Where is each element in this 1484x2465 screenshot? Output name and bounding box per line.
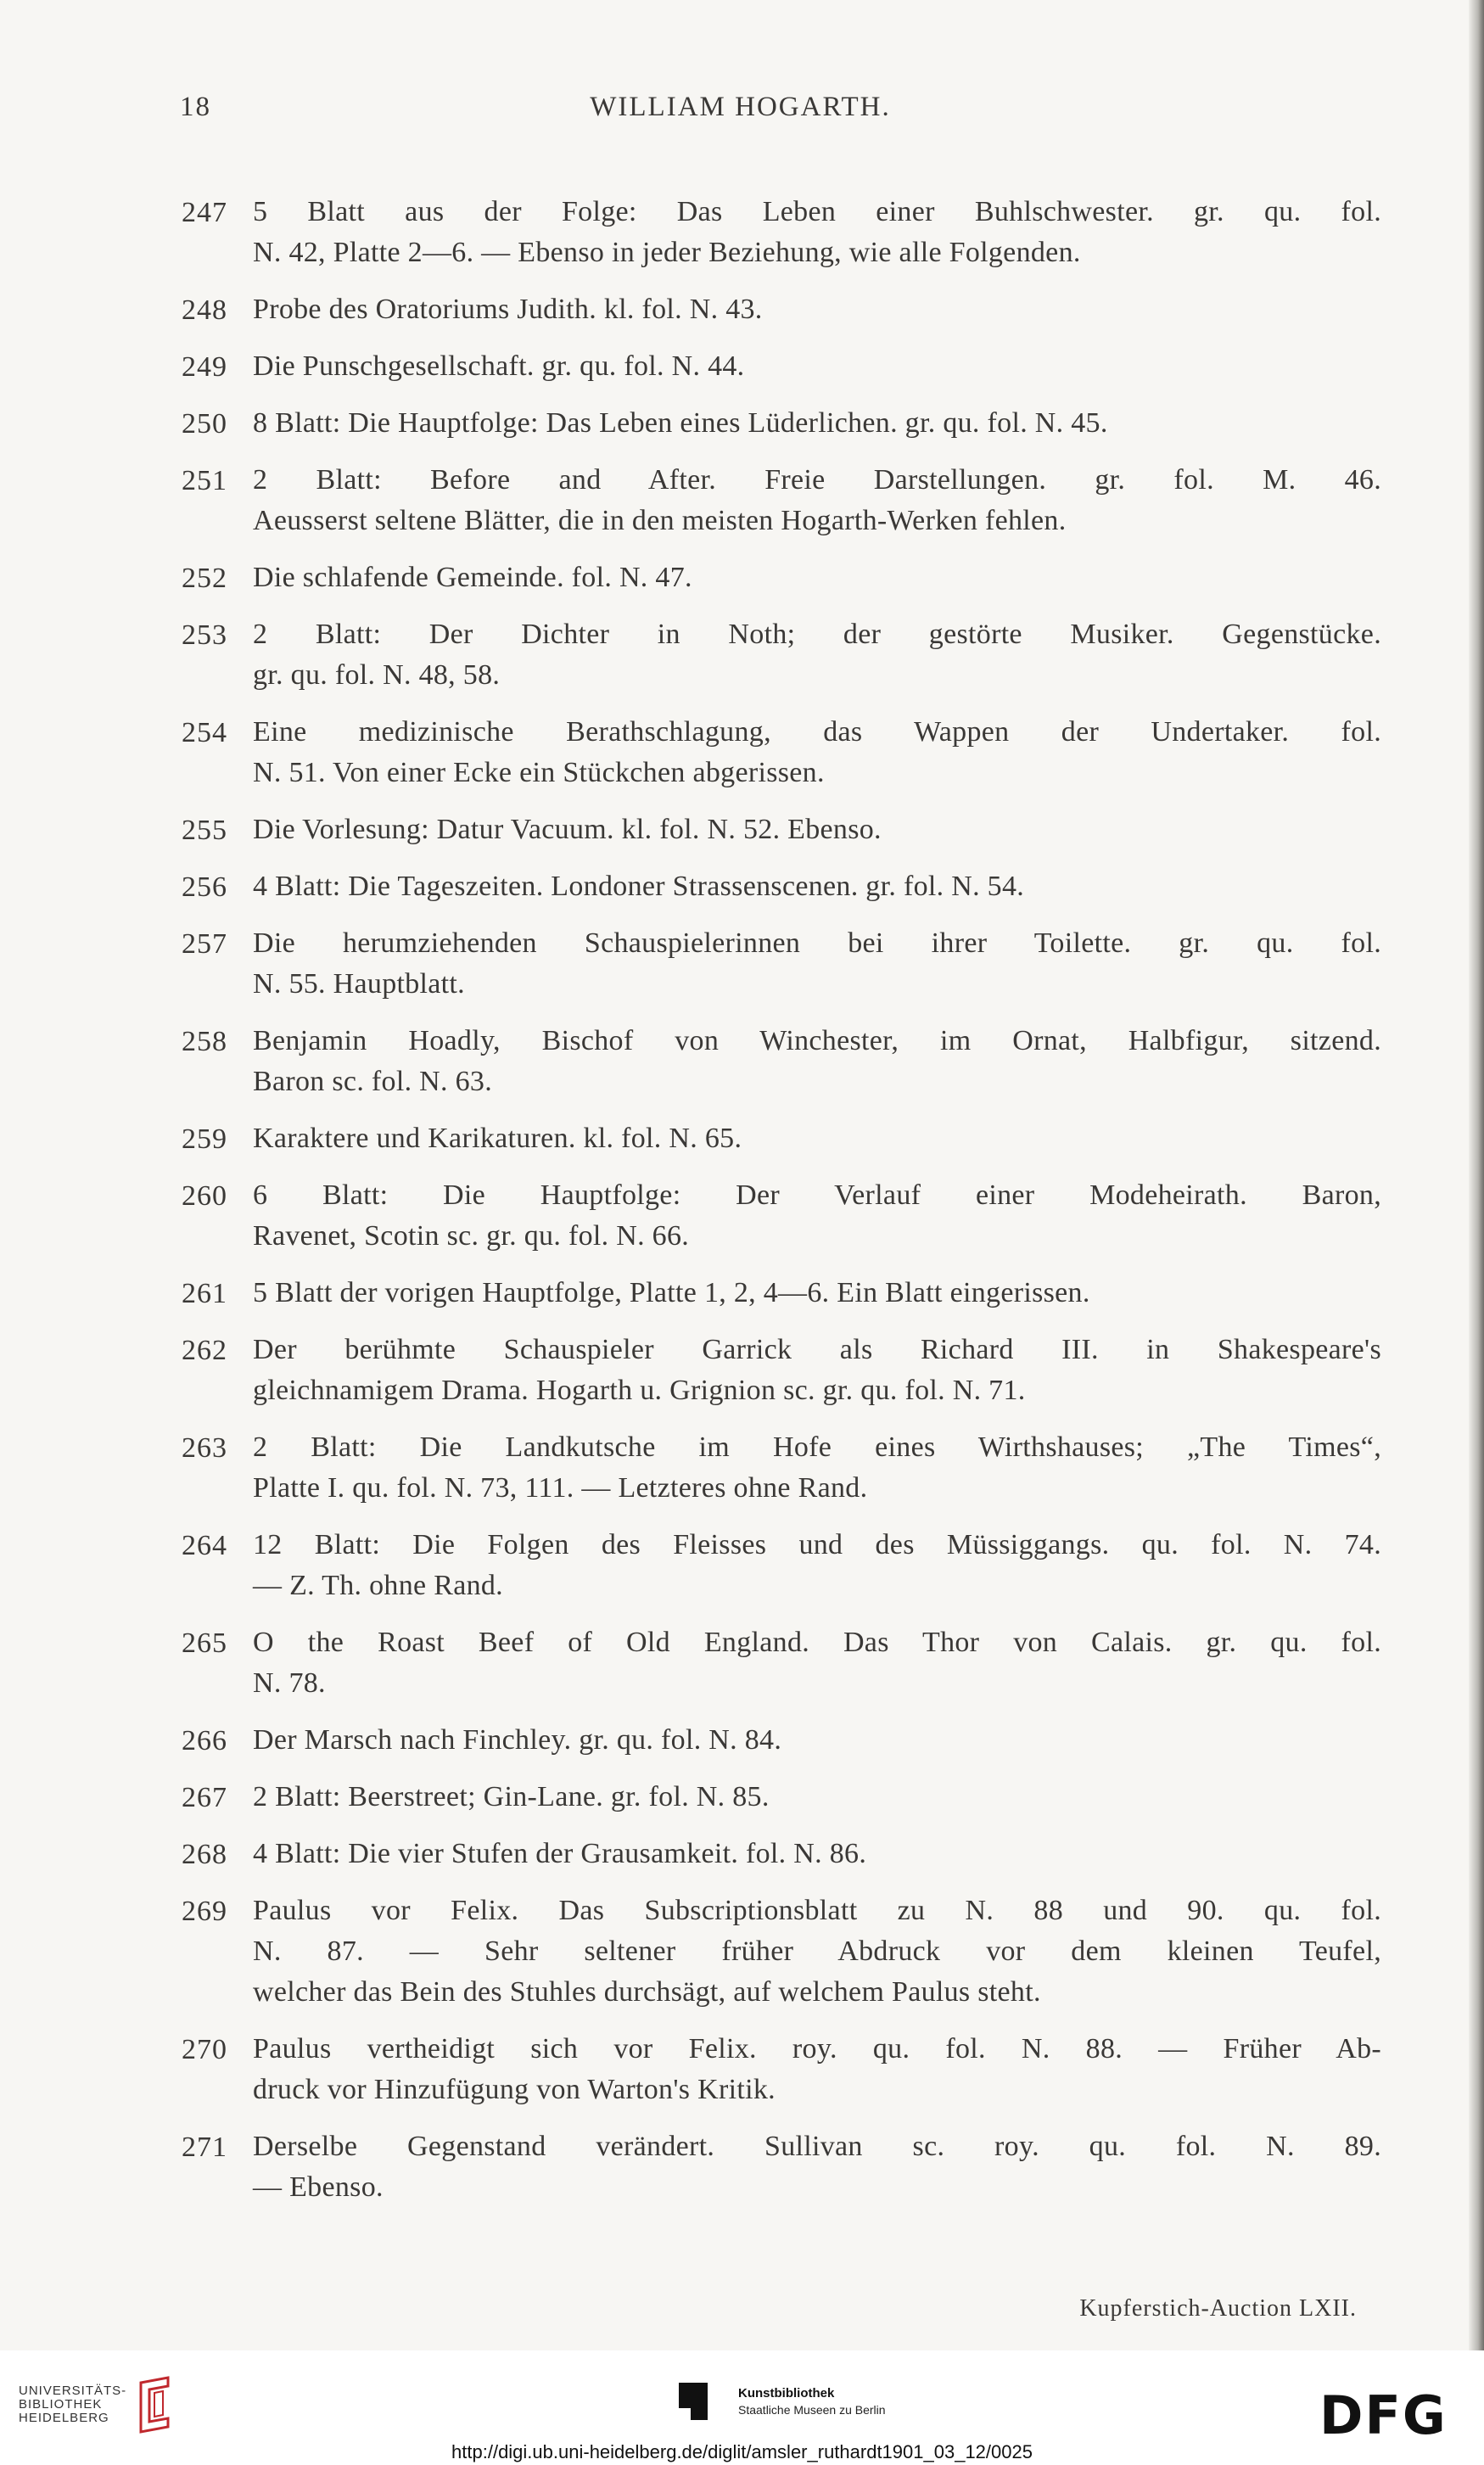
entry-text-line: Paulus vertheidigt sich vor Felix. roy. qu. fol. N. 88. — Früher Ab- [253,2033,1381,2064]
entry-text-line: Platte I. qu. fol. N. 73, 111. — Letzteres ohne Rand. [253,1472,868,1504]
entry-text-line: Baron sc. fol. N. 63. [253,1066,493,1097]
entry-text-line: welcher das Bein des Stuhles durchsägt, auf welchem Paulus steht. [253,1976,1041,2008]
university-library-logo [19,2384,126,2425]
entry-number: 269 [182,1896,227,1927]
entry-text-line: Der berühmte Schauspieler Garrick als Richard III. in Shakespeare's [253,1334,1381,1365]
entry-number: 260 [182,1180,227,1212]
entry-text-line: 2 Blatt: Before and After. Freie Darstellungen. gr. fol. M. 46. [253,464,1381,496]
entry-number: 249 [182,351,227,383]
entry-text-line: Die Vorlesung: Datur Vacuum. kl. fol. N. 52. Ebenso. [253,814,882,845]
entry-text-line: N. 78. [253,1667,326,1699]
entry-text-line: 2 Blatt: Die Landkutsche im Hofe eines Wirthshauses; „The Times“, [253,1431,1381,1463]
library-line: BIBLIOTHEK [19,2397,103,2412]
entry-text-line: 2 Blatt: Beerstreet; Gin-Lane. gr. fol. N. 85. [253,1781,770,1812]
entry-text-line: Derselbe Gegenstand verändert. Sullivan sc. roy. qu. fol. N. 89. [253,2131,1381,2162]
entry-number: 270 [182,2034,227,2065]
entry-text-line: Der Marsch nach Finchley. gr. qu. fol. N. 84. [253,1724,782,1756]
entry-text-line: Ravenet, Scotin sc. gr. qu. fol. N. 66. [253,1220,690,1252]
entry-number: 264 [182,1530,227,1561]
entry-number: 271 [182,2132,227,2163]
kunstbibliothek-icon [679,2383,708,2420]
entry-text-line: 4 Blatt: Die Tageszeiten. Londoner Strassenscenen. gr. fol. N. 54. [253,871,1025,902]
entry-text-line: gr. qu. fol. N. 48, 58. [253,659,501,691]
library-line: UNIVERSITÄTS- [19,2384,127,2398]
dfg-logo: DFG [1319,2384,1448,2446]
source-url[interactable]: http://digi.ub.uni-heidelberg.de/diglit/amsler_ruthardt1901_03_12/0025 [451,2441,1033,2462]
entry-number: 263 [182,1432,227,1464]
entry-number: 253 [182,619,227,651]
page-edge-shadow [1469,0,1484,2350]
running-title: WILLIAM HOGARTH. [590,92,891,122]
entry-number: 247 [182,197,227,228]
entry-text-line: N. 55. Hauptblatt. [253,968,465,1000]
entry-text-line: — Ebenso. [253,2171,384,2203]
entry-number: 259 [182,1123,227,1155]
entry-text-line: Probe des Oratoriums Judith. kl. fol. N. 43. [253,294,763,325]
entry-text-line: 5 Blatt der vorigen Hauptfolge, Platte 1, 2, 4—6. Ein Blatt eingerissen. [253,1277,1090,1308]
entry-number: 256 [182,871,227,903]
entry-text-line: Paulus vor Felix. Das Subscriptionsblatt zu N. 88 und 90. qu. fol. [253,1895,1381,1926]
page-number: 18 [180,92,211,122]
kunstbibliothek-name: Kunstbibliothek [738,2386,835,2401]
entry-text-line: Die herumziehenden Schauspielerinnen bei ihrer Toilette. gr. qu. fol. [253,927,1381,959]
entry-text-line: 8 Blatt: Die Hauptfolge: Das Leben eines Lüderlichen. gr. qu. fol. N. 45. [253,407,1108,439]
digitization-bar [0,2350,1484,2465]
entry-text-line: N. 51. Von einer Ecke ein Stückchen abgerissen. [253,757,825,788]
entry-text-line: O the Roast Beef of Old England. Das Thor von Calais. gr. qu. fol. [253,1627,1381,1658]
library-line: HEIDELBERG [19,2411,109,2425]
page-header [0,92,1484,126]
entry-number: 251 [182,465,227,496]
entry-text-line: Die Punschgesellschaft. gr. qu. fol. N. 44. [253,350,745,382]
kunstbibliothek-subtitle: Staatliche Museen zu Berlin [738,2403,886,2417]
entry-number: 248 [182,294,227,326]
entry-text-line: Benjamin Hoadly, Bischof von Winchester, im Ornat, Halbfigur, sitzend. [253,1025,1381,1056]
entry-text-line: 5 Blatt aus der Folge: Das Leben einer Buhlschwester. gr. qu. fol. [253,196,1381,227]
entry-number: 266 [182,1725,227,1756]
entry-number: 265 [182,1627,227,1659]
university-emblem-icon [134,2374,176,2434]
entry-text-line: 12 Blatt: Die Folgen des Fleisses und des Müssiggangs. qu. fol. N. 74. [253,1529,1381,1560]
entry-text-line: Karaktere und Karikaturen. kl. fol. N. 65. [253,1123,742,1154]
entry-number: 257 [182,928,227,960]
entry-text-line: gleichnamigem Drama. Hogarth u. Grignion sc. gr. qu. fol. N. 71. [253,1375,1026,1406]
entry-text-line: 4 Blatt: Die vier Stufen der Grausamkeit. fol. N. 86. [253,1838,867,1869]
entry-text-line: — Z. Th. ohne Rand. [253,1570,503,1601]
entry-number: 262 [182,1335,227,1366]
entry-number: 250 [182,408,227,440]
entry-text-line: 2 Blatt: Der Dichter in Noth; der gestörte Musiker. Gegenstücke. [253,619,1381,650]
entry-number: 268 [182,1839,227,1870]
entry-number: 258 [182,1026,227,1057]
entry-text-line: Aeusserst seltene Blätter, die in den meisten Hogarth-Werken fehlen. [253,505,1067,536]
entry-number: 254 [182,717,227,748]
entry-text-line: 6 Blatt: Die Hauptfolge: Der Verlauf einer Modeheirath. Baron, [253,1179,1381,1211]
footer-note: Kupferstich-Auction LXII. [1079,2295,1357,2322]
entry-text-line: druck vor Hinzufügung von Warton's Kritik. [253,2074,776,2105]
entry-text-line: N. 42, Platte 2—6. — Ebenso in jeder Beziehung, wie alle Folgenden. [253,237,1081,268]
entry-text-line: N. 87. — Sehr seltener früher Abdruck vor dem kleinen Teufel, [253,1936,1381,1967]
entry-number: 255 [182,815,227,846]
entry-number: 261 [182,1278,227,1309]
entry-text-line: Die schlafende Gemeinde. fol. N. 47. [253,562,692,593]
entry-text-line: Eine medizinische Berathschlagung, das Wappen der Undertaker. fol. [253,716,1381,748]
entry-number: 252 [182,563,227,594]
entry-number: 267 [182,1782,227,1813]
